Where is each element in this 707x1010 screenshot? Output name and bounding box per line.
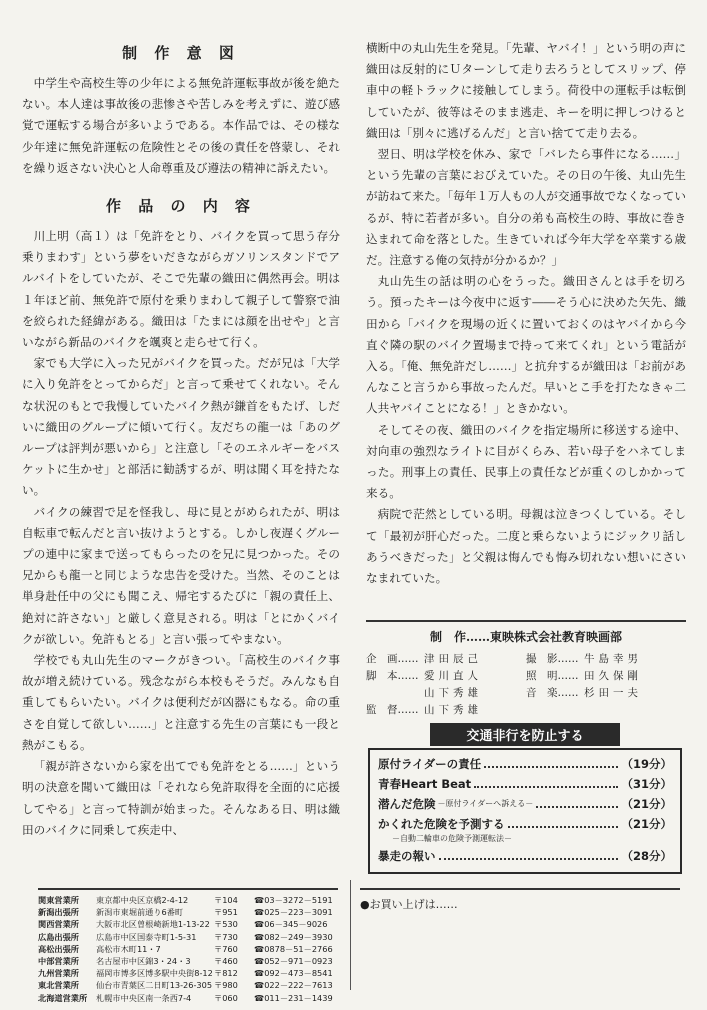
film-row [378,816,672,832]
credit-name: 山下秀雄 [424,687,482,699]
office-address: 新潟市東堀前通り6番町 [96,907,184,918]
office-row [38,955,338,967]
content-paragraph: 家でも大学に入った兄がバイクを買った。だが兄は「大学に入り免許をとってからだ」と言って乗せてくれない。そんな状況のもとで我慢していたバイク熱が鎌首をもたげ、しだいに織田のグループに傾いて行く。友だちの龍一は「あのグループは評判が悪いから」と注意し「そのエネルギーをバスケットに生かせ」と部活に勧誘するが、明は聞く耳を持たない。 [22,356,340,498]
office-row [38,931,338,943]
credits-block [366,620,686,719]
office-zip: 〒104 [214,895,238,905]
office-name: 高松出張所 [38,943,79,954]
film-title: 原付ライダーの責任 [378,757,482,771]
content-paragraph: 病院で茫然としている明。母親は泣きつくしている。そして「最初が肝心だった。二度と乗らないようにジックリ話しあうべきだった」と父親は悔んでも悔み切れない想いにさいなまれていた。 [366,507,686,586]
office-zip: 〒951 [214,907,238,918]
film-subtitle: －原付ライダーへ訴える－ [437,799,534,808]
intent-title: 制 作 意 図 [122,44,240,62]
office-row [38,943,338,955]
office-phone: ☎025－223－3091 [254,907,333,918]
content-paragraph: 学校でも丸山先生のマークがきつい。「高校生のバイク事故が増え続けている。残念ながら本校もそうだ。みんなも自重してもらいたい。バイクは便利だが凶器にもなる。命の重さを自覚して欲しい……」と注意する先生の言葉にも一段と熱がこもる。 [22,653,340,752]
credits-right [526,651,686,719]
office-zip: 〒760 [214,943,238,954]
office-phone: ☎06－345－9026 [254,919,328,930]
office-address: 東京都中央区京橋2-4-12 [96,895,189,905]
credit-role: 撮 影…… [526,653,579,665]
film-duration: （28分） [621,849,672,863]
office-zip: 〒812 [214,968,238,979]
office-name: 関東営業所 [38,895,79,905]
credits-left [366,651,526,719]
office-phone: ☎03－3272－5191 [254,895,333,905]
office-name: 中部営業所 [38,956,79,967]
credit-name: 津田辰己 [424,653,482,665]
credit-row [366,685,526,702]
office-address: 福岡市博多区博多駅中央街8-12 [96,968,213,979]
office-zip: 〒530 [214,919,238,930]
film-row [378,776,672,792]
series-title: 交通非行を防止する [430,723,620,746]
office-zip: 〒980 [214,980,238,991]
content-paragraph: そしてその夜、織田のバイクを指定場所に移送する途中、対向車の強烈なライトに目がくらみ、若い母子をハネてしまった。刑事上の責任、民事上の責任などが重くのしかかって来る。 [366,422,686,501]
office-name: 関西営業所 [38,919,79,930]
bullet-icon: ● [360,898,370,911]
office-zip: 〒730 [214,931,238,942]
content-paragraph: 「親が許さないから家を出てでも免許をとる……」という明の決意を聞いて織田は「それなら免許取得を全面的に応援してやる」と言って特訓が始まった。そんなある日、明は織田のバイクに同乗して疾走中、 [22,759,340,837]
credit-name: 愛川直人 [424,670,482,682]
office-phone: ☎022－222－7613 [254,980,333,991]
office-row [38,918,338,930]
office-phone: ☎082－249－3930 [254,931,333,942]
credit-name: 山下秀雄 [424,704,482,716]
film-row [378,756,672,772]
content-paragraph: 丸山先生の話は明の心をうった。織田さんとは手を切ろう。預ったキーは今夜中に返す――そう心に決めた矢先、織田から「バイクを現場の近くに置いておくのはヤバイから今直ぐ隣の駅のバイク置場まで持って来てくれ」という電話が入る。「俺、無免許だし……」と抗弁するが織田は「お前があんなこと言うから事故ったんだ。早いとこ手を打たなきゃ二人共ヤバイことになる！」ときかない。 [366,274,686,416]
office-name: 東北営業所 [38,980,79,991]
film-title: 暴走の報い [378,849,436,863]
office-address: 札幌市中央区南一条西7-4 [96,992,192,1003]
office-row [38,979,338,991]
film-duration: （31分） [621,777,672,791]
credit-name: 田久保剛 [584,670,642,682]
credit-row [366,668,526,685]
office-zip: 〒460 [214,956,238,967]
production-label: 制 作…… [429,630,490,644]
office-name: 九州営業所 [38,968,79,979]
office-address: 仙台市青葉区二日町13-26-305 [96,980,213,991]
credit-row [366,702,526,719]
production-value: 東映株式会社教育映画部 [490,630,623,644]
office-row [38,967,338,979]
office-name: 広島出張所 [38,931,79,942]
office-name: 北海道営業所 [38,992,88,1003]
office-phone: ☎092－473－8541 [254,968,333,979]
credit-row [526,685,686,702]
film-duration: （19分） [621,757,672,771]
production-credit [366,628,686,645]
office-zip: 〒060 [214,992,238,1003]
office-row [38,906,338,918]
content-paragraph: バイクの練習で足を怪我し、母に見とがめられたが、明は自転車で転んだと言い抜けようとする。しかし夜遅くグループの連中に家まで送ってもらったのを兄に見つかった。その兄からも龍一と同じような忠告を受けた。当然、そのことは単身赴任中の父にも聞こえ、帰宅するたびに「親の責任上、絶対に許さない」と厳しく意見される。明は「とにかくバイクが欲しい。免許もとる」と言い張ってやまない。 [22,504,340,646]
credit-role: 音 楽…… [526,687,579,699]
content-paragraph: 翌日、明は学校を休み、家で「バレたら事件になる……」という先輩の言葉におびえていた。その日の午後、丸山先生が訪ねて来た。「毎年１万人もの人が交通事故でなくなっているが、特に若者が多い。自分の弟も高校生の時、事故に巻き込まれて命を落とした。生きていれば今年大学を卒業する歳だ。注意する俺の気持が分かるか？」 [366,147,686,268]
film-title: 青春Heart Beat [378,777,472,791]
purchase-note [360,888,680,912]
film-title: かくれた危険を予測する [378,817,505,831]
office-name: 新潟出張所 [38,907,79,918]
credit-row [526,668,686,685]
film-subtitle: －自動二輪車の危険予測運転法－ [392,834,512,843]
credit-role [366,685,424,702]
credit-role: 監 督…… [366,704,419,716]
credit-role: 企 画…… [366,653,419,665]
right-column [366,38,686,589]
office-address: 大阪市北区曽根崎新地1-13-22 [96,919,210,930]
office-address: 高松市木町11・7 [96,943,161,954]
intent-text: 中学生や高校生等の少年による無免許運転事故が後を絶たない。本人達は事故後の悲惨さや苦しみを考えずに、遊び感覚で運転する場合が多いようである。本作品では、その様な少年達に無免許運転の危険性とその後の責任を啓蒙し、それを繰り返さない決心と人命尊重及び遵法の精神に訴えたい。 [22,76,340,175]
credit-name: 杉田一夫 [584,687,642,699]
purchase-label: お買い上げは…… [369,898,458,911]
left-column [22,38,340,841]
credit-row [366,651,526,668]
divider [350,880,351,990]
credit-role: 照 明…… [526,670,579,682]
office-address: 広島市中区国泰寺町1-5-31 [96,931,197,942]
office-list [38,888,338,1004]
office-row [38,992,338,1004]
credit-row [526,651,686,668]
content-title: 作 品 の 内 容 [106,197,256,216]
office-row [38,894,338,906]
film-row [378,796,672,812]
office-address: 名古屋市中区錦3・24・3 [96,956,191,967]
series-box [368,748,682,874]
credit-name: 牛島幸男 [584,653,642,665]
film-title: 潜んだ危険 [378,797,436,811]
content-paragraph-continued: 横断中の丸山先生を発見。「先輩、ヤバイ！」という明の声に織田は反射的にＵターンして走り去ろうとしてスリップ、停車中の軽トラックに接触してしまう。荷役中の運転手は転倒していたが、彼等はそのまま逃走、キーを明に押しつけると織田は「別々に逃げるんだ」と言い捨てて走り去る。 [366,41,686,140]
film-duration: （21分） [621,797,672,811]
film-duration: （21分） [621,817,672,831]
content-paragraph: 川上明（高１）は「免許をとり、バイクを買って思う存分乗りまわす」という夢をいだきながらガソリンスタンドでアルバイトをしていたが、そこで先輩の織田に偶然再会。明は１年ほど前、無免許で原付を乗りまわして親子して警察で油を絞られた経緯がある。織田は「たまには顔を出せや」と言いながら新品のバイクを颯爽と走らせて行く。 [22,229,340,350]
office-phone: ☎052－971－0923 [254,956,333,967]
office-phone: ☎0878－51－2766 [254,943,333,954]
film-row [378,848,672,864]
series-lineup [368,723,682,874]
office-phone: ☎011－231－1439 [254,992,333,1003]
credit-role: 脚 本…… [366,670,419,682]
